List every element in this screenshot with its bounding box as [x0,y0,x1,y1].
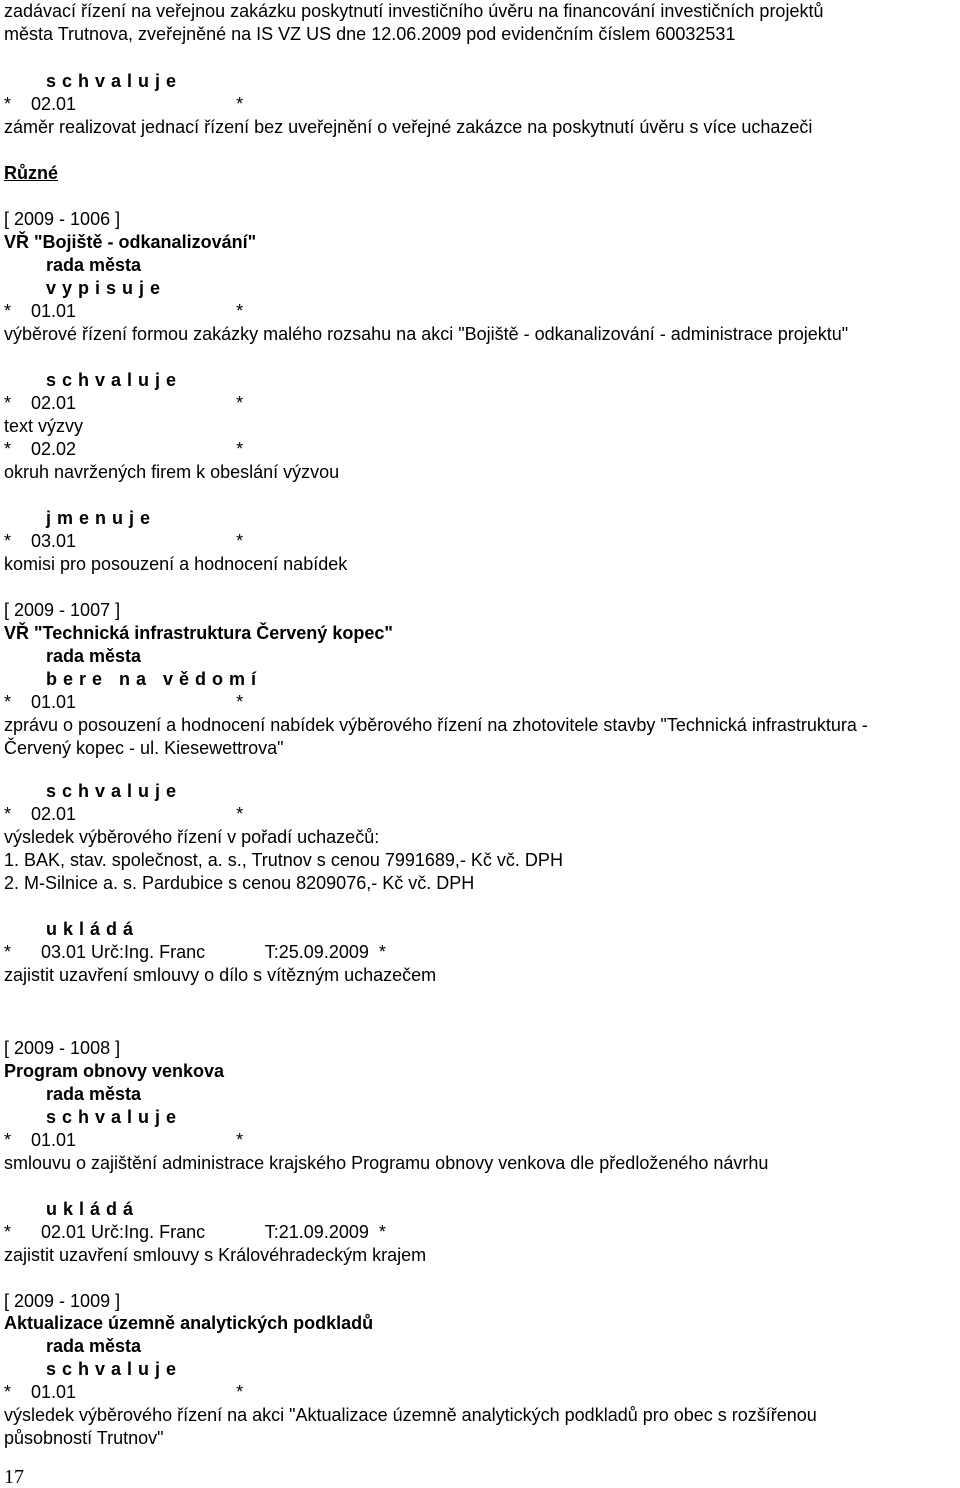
text-line: 1. BAK, stav. společnost, a. s., Trutnov s cenou 7991689,- Kč vč. DPH [4,850,563,870]
item-number: * 01.01 * [4,1130,244,1150]
resolution-verb: s c h v a l u j e [46,1359,177,1379]
resolution-title: Program obnovy venkova [4,1061,225,1081]
text-line: výsledek výběrového řízení v pořadí uchazečů: [4,827,380,847]
text-line: zprávu o posouzení a hodnocení nabídek výběrového řízení na zhotovitele stavby "Technická infrastruktura - [4,715,868,735]
page-number: 17 [4,1466,24,1488]
resolution-id: [ 2009 - 1009 ] [4,1291,121,1311]
council-label: rada města [46,1336,142,1356]
text-line: smlouvu o zajištění administrace krajského Programu obnovy venkova dle předloženého návrhu [4,1153,769,1173]
item-number: * 01.01 * [4,692,244,712]
item-number: * 02.01 * [4,393,244,413]
item-number: * 02.01 * [4,94,244,114]
text-line: komisi pro posouzení a hodnocení nabídek [4,554,348,574]
council-label: rada města [46,1084,142,1104]
text-line: působností Trutnov" [4,1428,164,1448]
resolution-verb: u k l á d á [46,919,134,939]
resolution-verb: s c h v a l u j e [46,781,177,801]
resolution-verb: b e r e n a v ě d o m í [46,669,257,689]
text-line: výběrové řízení formou zakázky malého rozsahu na akci "Bojiště - odkanalizování - administrace projektu" [4,324,849,344]
text-line: výsledek výběrového řízení na akci "Aktualizace územně analytických podkladů pro obec s rozšířenou [4,1405,817,1425]
council-label: rada města [46,255,142,275]
section-heading: Různé [4,163,58,183]
text-line: zajistit uzavření smlouvy s Královéhradeckým krajem [4,1245,427,1265]
item-number: * 02.01 Urč:Ing. Franc T:21.09.2009 * [4,1222,386,1242]
item-number: * 02.01 * [4,804,244,824]
text-line: 2. M-Silnice a. s. Pardubice s cenou 8209076,- Kč vč. DPH [4,873,475,893]
resolution-title: VŘ "Technická infrastruktura Červený kopec" [4,623,393,643]
resolution-verb: s c h v a l u j e [46,71,177,91]
item-number: * 01.01 * [4,1382,244,1402]
item-number: * 03.01 Urč:Ing. Franc T:25.09.2009 * [4,942,386,962]
text-line: zadávací řízení na veřejnou zakázku poskytnutí investičního úvěru na financování investičních projektů [4,1,824,21]
text-line: města Trutnova, zveřejněné na IS VZ US dne 12.06.2009 pod evidenčním číslem 60032531 [4,24,736,44]
resolution-id: [ 2009 - 1006 ] [4,209,121,229]
text-line: okruh navržených firem k obeslání výzvou [4,462,340,482]
resolution-title: Aktualizace územně analytických podkladů [4,1313,374,1333]
resolution-verb: j m e n u j e [46,508,151,528]
resolution-id: [ 2009 - 1008 ] [4,1038,121,1058]
item-number: * 03.01 * [4,531,244,551]
text-line: text výzvy [4,416,84,436]
item-number: * 02.02 * [4,439,244,459]
resolution-verb: v y p i s u j e [46,278,161,298]
text-line: zajistit uzavření smlouvy o dílo s vítězným uchazečem [4,965,437,985]
resolution-verb: u k l á d á [46,1199,134,1219]
text-line: Červený kopec - ul. Kiesewettrova" [4,738,284,758]
item-number: * 01.01 * [4,301,244,321]
resolution-title: VŘ "Bojiště - odkanalizování" [4,232,257,252]
resolution-verb: s c h v a l u j e [46,1107,177,1127]
resolution-id: [ 2009 - 1007 ] [4,600,121,620]
resolution-verb: s c h v a l u j e [46,370,177,390]
text-line: záměr realizovat jednací řízení bez uveřejnění o veřejné zakázce na poskytnutí úvěru s více uchazeči [4,117,813,137]
council-label: rada města [46,646,142,666]
